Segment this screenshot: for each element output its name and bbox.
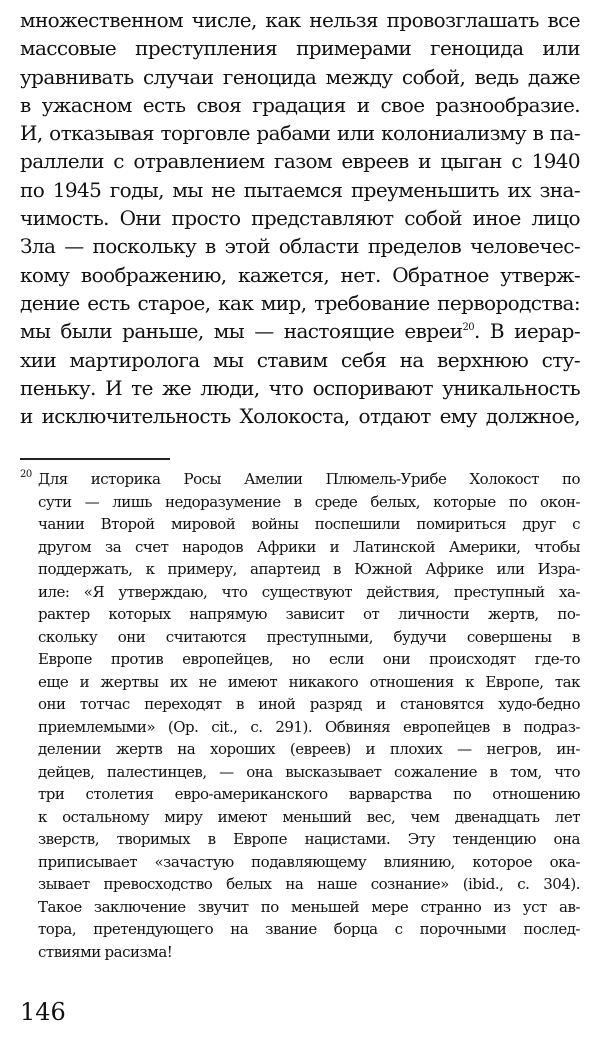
page-number: 146 xyxy=(20,998,66,1026)
footnote-text: иле: «Я утверждаю, что существуют действия, преступный ха- xyxy=(38,582,580,601)
text-span: мы были раньше, мы — настоящие евреи xyxy=(20,319,463,344)
text-line xyxy=(20,374,580,402)
footnote-text: зывает превосходство белых на наше сознание» (ibid., с. 304). xyxy=(38,875,580,893)
text-line xyxy=(20,204,580,232)
footnote-line xyxy=(20,783,580,806)
text-line xyxy=(20,289,580,317)
footnote-text: к остальному миру имеют меньший вес, чем двенадцать лет xyxy=(38,807,580,826)
text-line xyxy=(20,6,580,34)
text-span: чимость. Они просто представляют собой иное лицо xyxy=(20,206,580,231)
footnote-text: Такое заключение звучит по меньшей мере странно из уст ав- xyxy=(38,897,580,916)
footnote-text: Для историка Росы Амелии Плюмель-Урибе Холокост по xyxy=(38,470,580,488)
text-span: уравнивать случаи геноцида между собой, ведь даже xyxy=(20,64,580,89)
footnote-line xyxy=(20,536,580,559)
footnote-reference[interactable]: 20 xyxy=(462,322,475,334)
footnote-text: сути — лишь недоразумение в среде белых, которые по окон- xyxy=(38,492,580,511)
footnote-line xyxy=(20,581,580,604)
text-span: . В иерар- xyxy=(474,319,580,344)
footnote-line xyxy=(20,896,580,919)
footnote-line xyxy=(20,693,580,716)
footnote-line xyxy=(20,558,580,581)
footnote-line xyxy=(20,626,580,649)
text-span: по 1945 годы, мы не пытаемся преуменьшить их зна- xyxy=(20,177,580,202)
footnote-line xyxy=(20,468,580,491)
text-span: хии мартиролога мы ставим себя на верхнюю сту- xyxy=(20,347,580,372)
footnote-text: чании Второй мировой войны поспешили помириться друг с xyxy=(38,515,580,533)
footnote-marker: 20 xyxy=(20,469,32,480)
footnote-text: приемлемыми» (Op. cit., с. 291). Обвиняя европейцев в подраз- xyxy=(38,717,580,736)
footnote-text: скольку они считаются преступными, будучи совершены в xyxy=(38,627,580,646)
text-line xyxy=(20,63,580,91)
text-line xyxy=(20,346,580,374)
footnote-line xyxy=(20,941,580,964)
text-line xyxy=(20,232,580,260)
footnote xyxy=(20,468,580,963)
footnote-text: другом за счет народов Африки и Латинской Америки, чтобы xyxy=(38,537,580,556)
footnote-text: ствиями расизма! xyxy=(38,942,173,961)
footnote-line xyxy=(20,873,580,896)
text-line xyxy=(20,119,580,147)
text-span: в ужасном есть своя градация и свое разнообразие. xyxy=(20,92,580,117)
text-line xyxy=(20,147,580,175)
footnote-text: дейцев, палестинцев, — она высказывает сожаление в том, что xyxy=(38,762,580,781)
text-span: И, отказывая торговле рабами или колониализму в па- xyxy=(20,121,580,146)
text-line xyxy=(20,402,580,430)
text-span: массовые преступления примерами геноцида или xyxy=(20,36,580,61)
footnote-line xyxy=(20,648,580,671)
footnote-line xyxy=(20,918,580,941)
main-text xyxy=(20,6,580,430)
text-span: Зла — поскольку в этой области пределов человечес- xyxy=(20,234,580,259)
text-line xyxy=(20,34,580,62)
footnote-text: приписывает «зачастую подавляющему влиянию, которое ока- xyxy=(38,852,580,871)
footnote-text: еще и жертвы их не имеют никакого отношения к Европе, так xyxy=(38,672,580,691)
text-line xyxy=(20,317,580,345)
text-span: и исключительность Холокоста, отдают ему должное, xyxy=(20,404,580,429)
footnote-line xyxy=(20,806,580,829)
footnote-text: рактер которых напрямую зависит от личности жертв, по- xyxy=(38,605,580,623)
footnote-line xyxy=(20,828,580,851)
text-span: кому воображению, кажется, нет. Обратное утверж- xyxy=(20,262,580,287)
text-line xyxy=(20,91,580,119)
footnote-line xyxy=(20,603,580,626)
text-line xyxy=(20,176,580,204)
footnote-text: они тотчас переходят в иной разряд и становятся худо-бедно xyxy=(38,695,580,713)
footnote-line xyxy=(20,851,580,874)
footnote-line xyxy=(20,513,580,536)
footnote-text: Европе против европейцев, но если они происходят где-то xyxy=(38,650,580,668)
text-span: пеньку. И те же люди, что оспоривают уникальность xyxy=(20,375,580,400)
footnote-text: три столетия евро-американского варварства по отношению xyxy=(38,785,580,803)
footnote-line xyxy=(20,491,580,514)
footnote-line xyxy=(20,761,580,784)
footnote-text: делении жертв на хороших (евреев) и плохих — негров, ин- xyxy=(38,740,580,758)
text-span: раллели с отравлением газом евреев и цыган с 1940 xyxy=(20,149,580,174)
footnote-line xyxy=(20,738,580,761)
footnote-line xyxy=(20,716,580,739)
footnote-text: зверств, творимых в Европе нацистами. Эту тенденцию она xyxy=(38,830,580,848)
text-line xyxy=(20,261,580,289)
footnote-divider xyxy=(20,458,170,460)
text-span: множественном числе, как нельзя провозглашать все xyxy=(20,8,580,32)
footnote-line xyxy=(20,671,580,694)
footnote-text: тора, претендующего на звание борца с порочными послед- xyxy=(38,920,580,938)
footnote-text: поддержать, к примеру, апартеид в Южной Африке или Изра- xyxy=(38,560,580,578)
text-span: дение есть старое, как мир, требование первородства: xyxy=(20,290,580,315)
